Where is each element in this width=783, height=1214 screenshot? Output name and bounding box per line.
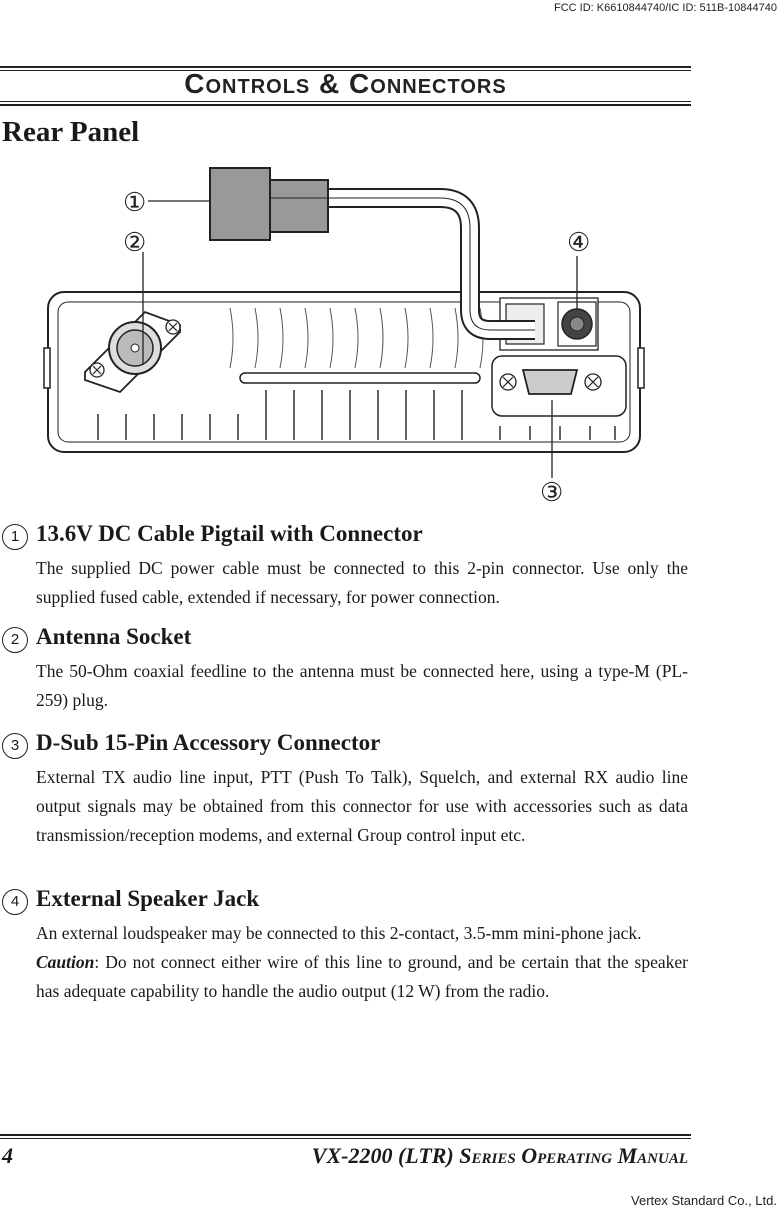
footer-rule-1 bbox=[0, 1134, 691, 1136]
item-number-2: 2 bbox=[2, 627, 28, 653]
footer-rule-2 bbox=[0, 1138, 691, 1139]
item-heading-speaker: External Speaker Jack bbox=[36, 886, 260, 911]
vendor-name: Vertex Standard Co., Ltd. bbox=[631, 1193, 777, 1208]
speaker-body-text: An external loudspeaker may be connected to this 2-contact, 3.5-mm mini-phone jack. bbox=[36, 923, 642, 943]
callout-4: ④ bbox=[567, 227, 591, 257]
item-heading-dsub: D-Sub 15-Pin Accessory Connector bbox=[36, 730, 381, 755]
item-number-1: 1 bbox=[2, 524, 28, 550]
panel-title: Rear Panel bbox=[2, 116, 140, 148]
fcc-id-header: FCC ID: K6610844740/IC ID: 511B-10844740 bbox=[554, 2, 777, 14]
item-body-dc-cable: The supplied DC power cable must be connected to this 2-pin connector. Use only the supplied fused cable, extended if necessary, for power connection. bbox=[36, 558, 688, 607]
item-body-antenna: The 50-Ohm coaxial feedline to the antenna must be connected here, using a type-M (PL-259) plug. bbox=[36, 661, 688, 710]
item-number-4: 4 bbox=[2, 889, 28, 915]
item-number-3: 3 bbox=[2, 733, 28, 759]
callout-3: ③ bbox=[540, 477, 564, 505]
manual-title: VX-2200 (LTR) Series Operating Manual bbox=[311, 1143, 688, 1168]
item-heading-dc-cable: 13.6V DC Cable Pigtail with Connector bbox=[36, 521, 423, 546]
section-title: Controls & Connectors bbox=[184, 68, 507, 99]
caution-text: : Do not connect either wire of this line to ground, and be certain that the speaker has adequate capability to handle the audio output (12 W) from the radio. bbox=[36, 952, 688, 1001]
rear-panel-diagram bbox=[40, 160, 650, 505]
item-body-dsub: External TX audio line input, PTT (Push To Talk), Squelch, and external RX audio line output signals may be obtained from this connector for use with accessories such as data transmission/reception modems, and external Group control input etc. bbox=[36, 767, 688, 845]
bottom-rule-2 bbox=[0, 104, 691, 106]
callout-1: ① bbox=[123, 187, 147, 217]
page-number: 4 bbox=[2, 1143, 13, 1168]
item-heading-antenna: Antenna Socket bbox=[36, 624, 192, 649]
bottom-rule-1 bbox=[0, 101, 691, 102]
callout-2: ② bbox=[123, 227, 147, 257]
item-body-speaker bbox=[36, 919, 688, 1006]
caution-label: Caution bbox=[36, 952, 95, 972]
